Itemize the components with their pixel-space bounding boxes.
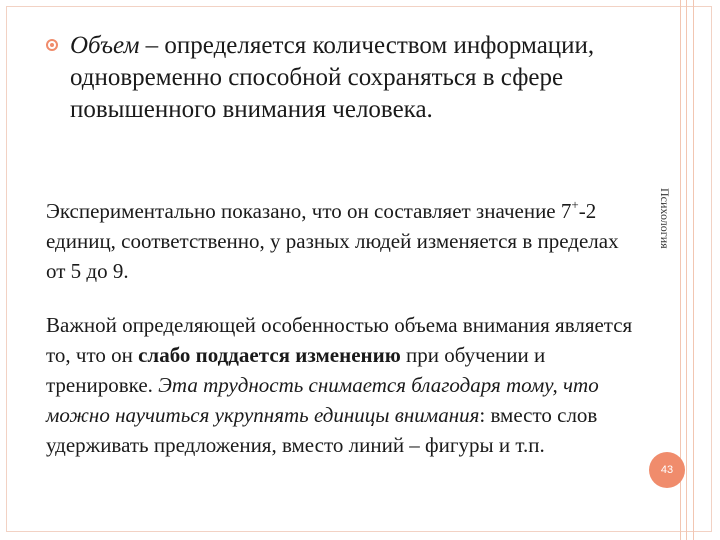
page-number: 43 xyxy=(660,464,674,476)
paragraph-experiment xyxy=(46,196,636,286)
emphasis-bold: слабо поддается изменению xyxy=(138,343,401,367)
paragraph-text: 2 единиц, соответственно, у разных людей изменяется в пределах от 5 до 9. xyxy=(46,199,619,283)
paragraph-text: : вместо слов удерживать предложения, вместо линий – фигуры и т.п. xyxy=(46,403,598,457)
paragraph-feature xyxy=(46,310,636,460)
emphasis-italic: Эта трудность снимается благодаря тому, что можно научиться укрупнять единицы внимания xyxy=(46,373,599,427)
plus-sign: + xyxy=(571,197,579,212)
bullet-term: Объем xyxy=(70,32,140,59)
side-label: Психология xyxy=(658,188,672,249)
bullet-definition: – определяется количеством информации, одновременно способной сохраняться в сфере повышенного внимания человека. xyxy=(70,32,595,123)
minus-sign: - xyxy=(578,199,586,223)
paragraph-text: Важной определяющей особенностью объема внимания является то, что он xyxy=(46,313,633,367)
page-number-badge xyxy=(649,452,685,488)
bullet-text xyxy=(70,30,636,126)
circle-bullet-icon xyxy=(46,39,58,51)
decorative-line xyxy=(693,0,694,540)
paragraph-text: Экспериментально показано, что он составляет значение 7 xyxy=(46,199,572,223)
paragraph-text: при обучении и тренировке. xyxy=(46,343,546,397)
decorative-line xyxy=(686,0,687,540)
plus-minus-sign xyxy=(571,199,585,223)
bullet-item xyxy=(46,30,636,126)
